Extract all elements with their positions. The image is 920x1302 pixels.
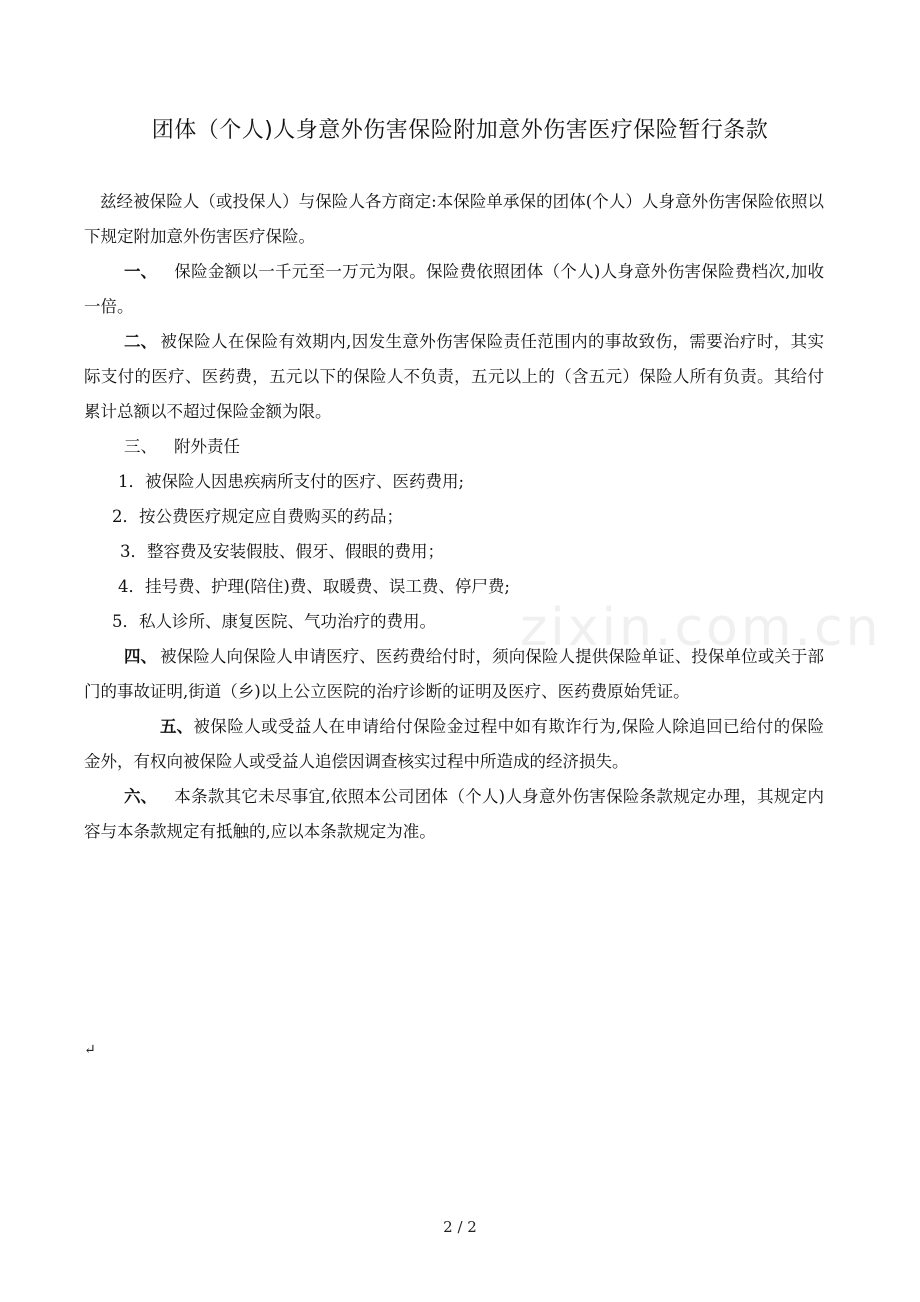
watermark: zixin.com.cn	[520, 598, 882, 658]
intro-paragraph: 兹经被保险人（或投保人）与保险人各方商定:本保险单承保的团体(个人）人身意外伤害保险依照以下规定附加意外伤害医疗保险。	[84, 192, 824, 246]
section-1	[84, 254, 824, 324]
section-2	[84, 324, 824, 429]
section-text: 被保险人在保险有效期内,因发生意外伤害保险责任范围内的事故致伤，需要治疗时，其实际支付的医疗、医药费，五元以下的保险人不负责，五元以上的（含五元）保险人所有负责。其给付累计总额以不超过保险金额为限。	[84, 332, 824, 421]
section-number: 五、	[160, 717, 193, 736]
section-number: 六、	[124, 787, 157, 806]
exclusion-item: 5．私人诊所、康复医院、气功治疗的费用。	[112, 612, 436, 631]
exclusion-item: 4．挂号费、护理(陪住)费、取暖费、误工费、停尸费;	[118, 577, 510, 596]
page-number: 2 / 2	[443, 1218, 477, 1236]
section-number: 三、	[124, 437, 157, 456]
section-number: 一、	[124, 262, 157, 281]
section-text: 被保险人或受益人在申请给付保险金过程中如有欺诈行为,保险人除追回已给付的保险金外，有权向被保险人或受益人追偿因调查核实过程中所造成的经济损失。	[84, 717, 824, 771]
exclusion-item: 1．被保险人因患疾病所支付的医疗、医药费用;	[118, 472, 465, 491]
section-6	[84, 779, 824, 849]
section-number: 二、	[124, 332, 157, 351]
document-body	[84, 184, 824, 849]
document-title: 团体（个人)人身意外伤害保险附加意外伤害医疗保险暂行条款	[151, 118, 769, 143]
section-number: 四、	[124, 647, 157, 666]
section-text: 本条款其它未尽事宜,依照本公司团体（个人)人身意外伤害保险条款规定办理，其规定内容与本条款规定有抵触的,应以本条款规定为准。	[84, 787, 824, 841]
section-text: 被保险人向保险人申请医疗、医药费给付时，须向保险人提供保险单证、投保单位或关于部门的事故证明,街道（乡)以上公立医院的治疗诊断的证明及医疗、医药费原始凭证。	[84, 647, 824, 701]
paragraph-mark: ↵	[84, 1042, 96, 1058]
exclusion-item: 3．整容费及安装假肢、假牙、假眼的费用；	[120, 542, 444, 561]
section-5	[84, 709, 824, 779]
section-text: 附外责任	[174, 437, 240, 456]
section-4	[84, 639, 824, 709]
section-text: 保险金额以一千元至一万元为限。保险费依照团体（个人)人身意外伤害保险费档次,加收一倍。	[84, 262, 824, 316]
section-3	[84, 429, 824, 464]
exclusion-item: 2．按公费医疗规定应自费购买的药品；	[112, 507, 403, 526]
